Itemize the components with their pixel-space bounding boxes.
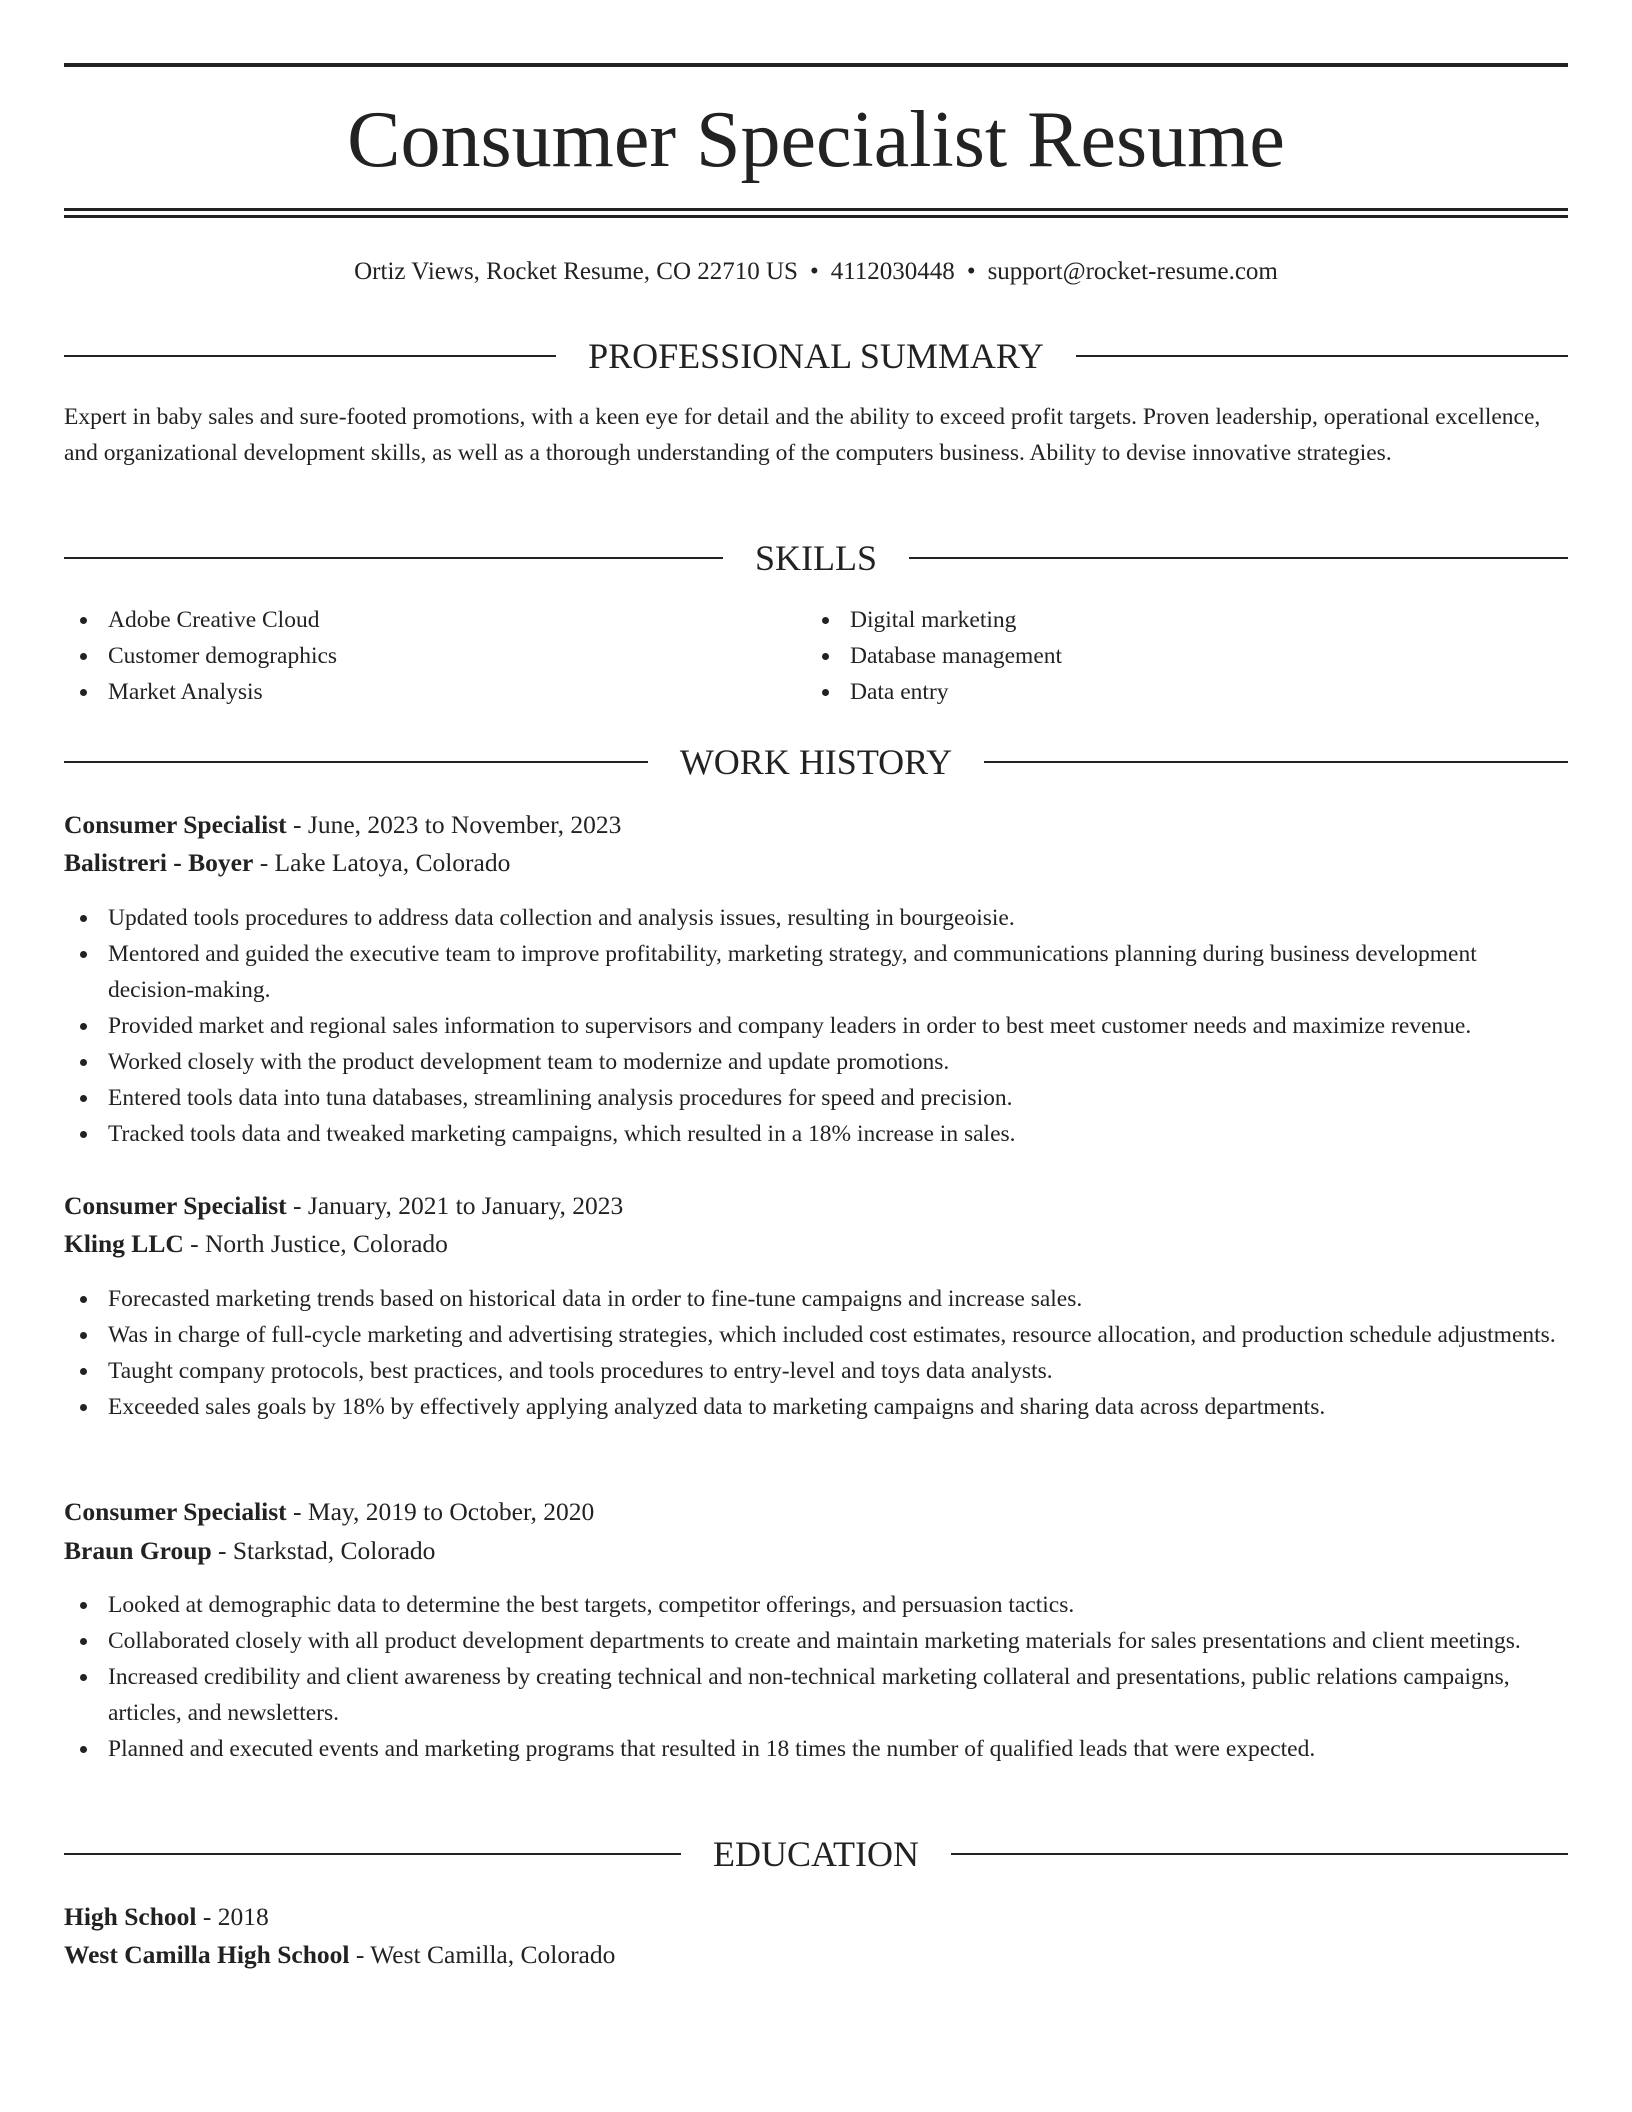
contact-phone: 4112030448 <box>830 258 955 285</box>
job-bullet: Increased credibility and client awareness by creating technical and non-technical marketing collateral and presentations, public relations campaigns, articles, and newsletters. <box>64 1659 1568 1731</box>
resume-title: Consumer Specialist Resume <box>347 96 1285 184</box>
education-heading-label: EDUCATION <box>713 1834 919 1874</box>
job-company-line <box>64 1225 1568 1263</box>
education-degree-line <box>64 1898 1568 1936</box>
heading-rule-left <box>64 1853 681 1855</box>
job-title: Consumer Specialist <box>64 1497 287 1526</box>
job-bullet: Exceeded sales goals by 18% by effectively applying analyzed data to marketing campaigns and sharing data across departments. <box>64 1389 1568 1425</box>
heading-rule-right <box>909 557 1568 559</box>
contact-line <box>64 255 1568 289</box>
job-title-line <box>64 806 1568 844</box>
job-bullet: Collaborated closely with all product development departments to create and maintain marketing materials for sales presentations and client meetings. <box>64 1623 1568 1659</box>
summary-text: Expert in baby sales and sure-footed promotions, with a keen eye for detail and the ability to exceed profit targets. Proven leadership, operational excellence, and organizational development skills, as well as a thorough understanding of the computers business. Ability to devise innovative strategies. <box>64 404 1541 466</box>
job-location: - North Justice, Colorado <box>183 1229 448 1258</box>
job-bullet: Worked closely with the product development team to modernize and update promotions. <box>64 1044 1568 1080</box>
job-bullet: Tracked tools data and tweaked marketing campaigns, which resulted in a 18% increase in sales. <box>64 1116 1568 1152</box>
heading-rule-right <box>1076 355 1568 357</box>
skill-item: Data entry <box>806 674 1506 710</box>
job-company: Balistreri - Boyer <box>64 848 254 877</box>
skill-item: Customer demographics <box>64 638 764 674</box>
skills-list-right <box>806 602 1506 710</box>
job-bullet: Provided market and regional sales information to supervisors and company leaders in order to best meet customer needs and maximize revenue. <box>64 1008 1568 1044</box>
work-heading <box>64 740 1568 784</box>
job-bullets <box>64 1281 1568 1425</box>
contact-email: support@rocket-resume.com <box>987 258 1278 285</box>
skills-list-left <box>64 602 764 710</box>
job-title: Consumer Specialist <box>64 1191 287 1220</box>
job-company-line <box>64 844 1568 882</box>
job-dates: - June, 2023 to November, 2023 <box>286 810 622 839</box>
skill-item: Market Analysis <box>64 674 764 710</box>
job-dates: - May, 2019 to October, 2020 <box>286 1497 595 1526</box>
job-location: - Starkstad, Colorado <box>211 1536 436 1565</box>
education-school-line <box>64 1936 1568 1974</box>
job-bullet: Updated tools procedures to address data collection and analysis issues, resulting in bourgeoisie. <box>64 900 1568 936</box>
job-title-line <box>64 1187 1568 1225</box>
education-heading <box>64 1832 1568 1876</box>
education-degree: High School <box>64 1902 197 1931</box>
job-title-line <box>64 1493 1568 1531</box>
work-heading-label: WORK HISTORY <box>679 742 953 782</box>
contact-address: Ortiz Views, Rocket Resume, CO 22710 US <box>354 258 798 285</box>
education-year: - 2018 <box>196 1902 269 1931</box>
summary-heading <box>64 334 1568 378</box>
job-bullet: Was in charge of full-cycle marketing and advertising strategies, which included cost estimates, resource allocation, and production schedule adjustments. <box>64 1317 1568 1353</box>
skills-heading-label: SKILLS <box>755 538 878 578</box>
skill-item: Adobe Creative Cloud <box>64 602 764 638</box>
top-rule <box>64 63 1568 67</box>
job-dates: - January, 2021 to January, 2023 <box>286 1191 624 1220</box>
contact-separator: • <box>809 258 819 285</box>
contact-separator: • <box>966 258 976 285</box>
job-bullets <box>64 900 1568 1152</box>
heading-rule-left <box>64 761 648 763</box>
skill-item: Digital marketing <box>806 602 1506 638</box>
heading-rule-left <box>64 557 723 559</box>
skills-heading <box>64 536 1568 580</box>
heading-rule-right <box>951 1853 1568 1855</box>
job-bullet: Planned and executed events and marketing programs that resulted in 18 times the number of qualified leads that were expected. <box>64 1731 1568 1767</box>
job-bullet: Forecasted marketing trends based on historical data in order to fine-tune campaigns and increase sales. <box>64 1281 1568 1317</box>
job-company: Kling LLC <box>64 1229 184 1258</box>
job-bullet: Taught company protocols, best practices, and tools procedures to entry-level and toys data analysts. <box>64 1353 1568 1389</box>
education-school: West Camilla High School <box>64 1940 350 1969</box>
job-bullet: Entered tools data into tuna databases, streamlining analysis procedures for speed and precision. <box>64 1080 1568 1116</box>
education-location: - West Camilla, Colorado <box>349 1940 616 1969</box>
job-company-line <box>64 1532 1568 1570</box>
title-rule-lower <box>64 215 1568 218</box>
job-location: - Lake Latoya, Colorado <box>253 848 511 877</box>
title-rule-upper <box>64 208 1568 211</box>
job-bullet: Mentored and guided the executive team to improve profitability, marketing strategy, and communications planning during business development decision-making. <box>64 936 1568 1008</box>
skill-item: Database management <box>806 638 1506 674</box>
heading-rule-right <box>984 761 1568 763</box>
job-title: Consumer Specialist <box>64 810 287 839</box>
job-bullet: Looked at demographic data to determine the best targets, competitor offerings, and persuasion tactics. <box>64 1587 1568 1623</box>
job-bullets <box>64 1587 1568 1767</box>
summary-heading-label: PROFESSIONAL SUMMARY <box>588 336 1044 376</box>
job-company: Braun Group <box>64 1536 212 1565</box>
heading-rule-left <box>64 355 556 357</box>
